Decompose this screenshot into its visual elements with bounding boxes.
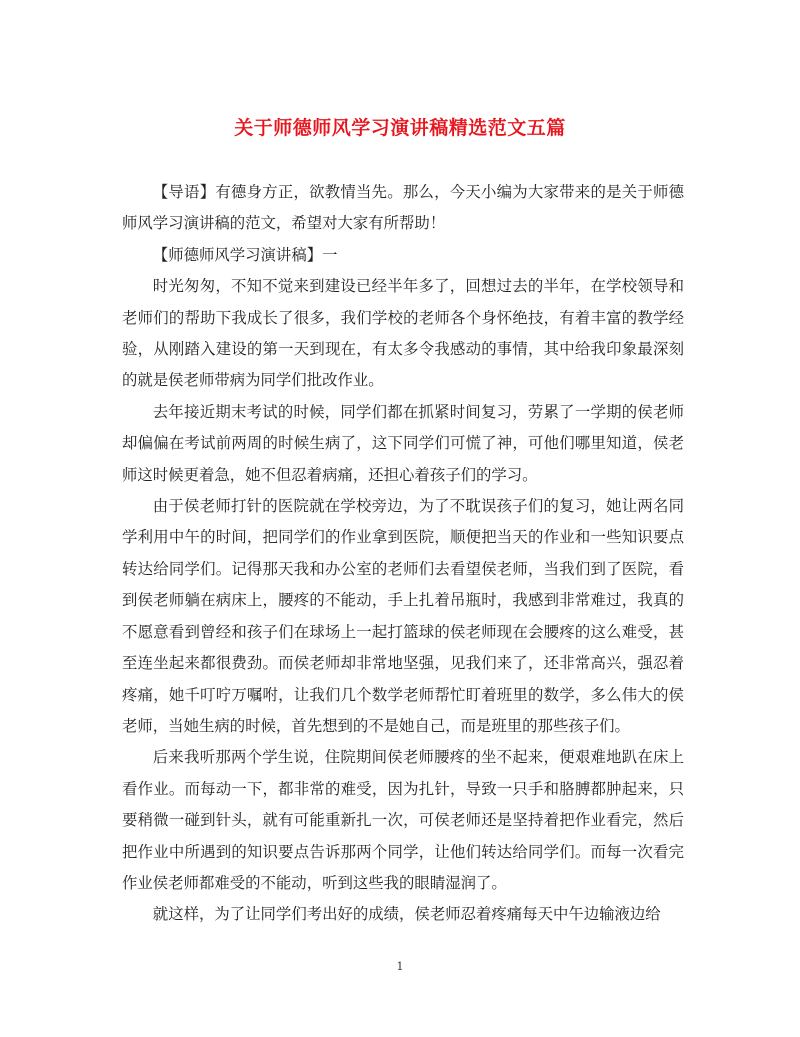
document-title: 关于师德师风学习演讲稿精选范文五篇 [234,117,566,139]
page-number: 1 [396,960,404,973]
body-paragraph-3: 由于侯老师打针的医院就在学校旁边，为了不耽误孩子们的复习，她让两名同学利用中午的时间，把同学们的作业拿到医院，顺便把当天的作业和一些知识要点转达给同学们。记得那天我和办公室的老师们去看望侯老师，当我们到了医院，看到侯老师躺在病床上，腰疼的不能动，手上扎着吊瓶时，我感到非常难过，我真的不愿意看到曾经和孩子们在球场上一起打篮球的侯老师现在会腰疼的这么难受，甚至连坐起来都很费劲。而侯老师却非常地坚强，见我们来了，还非常高兴，强忍着疼痛，她千叮咛万嘱咐，让我们几个数学老师帮忙盯着班里的数学，多么伟大的侯老师，当她生病的时候，首先想到的不是她自己，而是班里的那些孩子们。 [122,497,684,735]
body-paragraph-5: 就这样，为了让同学们考出好的成绩，侯老师忍着疼痛每天中午边输液边给 [152,905,661,924]
document-body [122,177,684,931]
body-paragraph-1: 时光匆匆，不知不觉来到建设已经半年多了，回想过去的半年，在学校领导和老师们的帮助下我成长了很多，我们学校的老师各个身怀绝技，有着丰富的教学经验，从刚踏入建设的第一天到现在，有太多令我感动的事情，其中给我印象最深刻的就是侯老师带病为同学们批改作业。 [122,277,684,390]
section-heading: 【师德师风学习演讲稿】一 [152,245,338,264]
body-paragraph-4: 后来我听那两个学生说，住院期间侯老师腰疼的坐不起来，便艰难地趴在床上看作业。而每动一下，都非常的难受，因为扎针，导致一只手和胳膊都肿起来，只要稍微一碰到针头，就有可能重新扎一次，可侯老师还是坚持着把作业看完，然后把作业中所遇到的知识要点告诉那两个同学，让他们转达给同学们。而每一次看完作业侯老师都难受的不能动，听到这些我的眼睛湿润了。 [122,748,684,892]
body-paragraph-2: 去年接近期末考试的时候，同学们都在抓紧时间复习，劳累了一学期的侯老师却偏偏在考试前两周的时候生病了，这下同学们可慌了神，可他们哪里知道，侯老师这时候更着急，她不但忍着病痛，还担心着孩子们的学习。 [122,402,684,484]
intro-paragraph: 【导语】有德身方正，欲教情当先。那么，今天小编为大家带来的是关于师德师风学习演讲稿的范文，希望对大家有所帮助！ [122,183,684,233]
